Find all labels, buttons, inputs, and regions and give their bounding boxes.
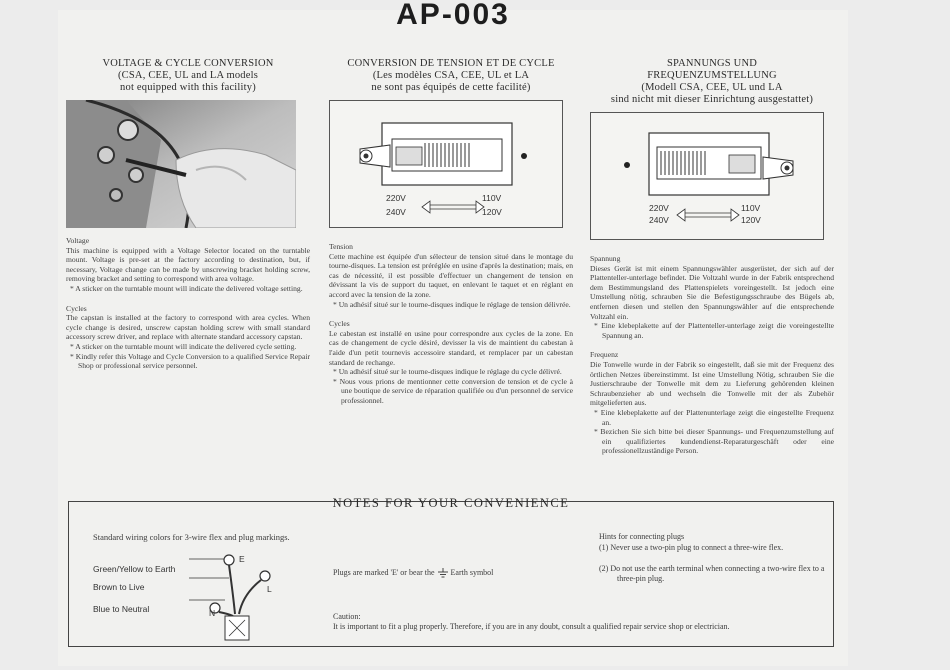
label-240v: 240V: [386, 207, 406, 217]
wiring-intro: Standard wiring colors for 3-wire flex and plug markings.: [93, 532, 290, 542]
frequenz-text: Die Tonwelle wurde in der Fabrik so eingestellt, daß sie mit der Frequenz des örtlichen Netzes übereinstimmt. Ist eine Umstellung Nötig, schrauben Sie die Justierschraube der Tonwelle mit dem zu Lieferung gehörenden kleinen Schraubenzieher ab und wechseln die Tonwelle mit der als Zubehör mitgelieferten aus.: [590, 359, 834, 408]
french-column: [329, 58, 573, 406]
plugs-marked-text: [333, 568, 493, 578]
label-220v: 220V: [386, 193, 406, 203]
spannung-title: Spannung: [590, 254, 621, 263]
heading-line: FREQUENZUMSTELLUNG: [647, 70, 777, 81]
plug-wiring-diagram: [189, 554, 299, 642]
voltage-title: Voltage: [66, 236, 90, 245]
cycles-text: The capstan is installed at the factory to correspond with area cycles. When cycle change is desired, unscrew capstan holding screw with small standard accessory screw driver, and replace with alternate standard accessory capstan.: [66, 313, 310, 342]
voltage-selector-diagram: [590, 112, 824, 240]
voltage-selector-diagram: [329, 100, 563, 228]
tension-note: * Un adhésif situé sur le tourne-disques indique le réglage de tension délivrée.: [333, 299, 571, 309]
notes-box: [68, 496, 834, 647]
green-yellow-label: Green/Yellow to Earth: [93, 564, 176, 574]
heading-line: (CSA, CEE, UL and LA models: [117, 70, 259, 81]
heading-line: CONVERSION DE TENSION ET DE CYCLE: [347, 58, 555, 69]
tension-title: Tension: [329, 242, 353, 251]
terminal-e-label: E: [239, 554, 245, 564]
label-220v: 220V: [649, 203, 669, 213]
hint-2: (2) Do not use the earth terminal when connecting a two-wire flex to a three-pin plug.: [599, 564, 825, 583]
brown-label: Brown to Live: [93, 582, 145, 592]
label-240v: 240V: [649, 215, 669, 225]
voltage-selector-photo: [66, 100, 296, 228]
cycles-note: * Un adhésif situé sur le tourne-disques indique le réglage du cycle délivré.: [333, 367, 562, 377]
spannung-note: * Eine klebeplakette auf der Plattenteller-unterlage zeigt die voreingestellte Spannung an.: [594, 321, 834, 340]
cycles-title: Cycles: [329, 319, 350, 329]
cycles-title: Cycles: [66, 303, 87, 313]
english-heading: [66, 58, 310, 94]
label-120v: 120V: [741, 215, 761, 225]
selector-drawing: [330, 101, 562, 227]
cycles-note: * A sticker on the turntable mount will indicate the delivered cycle setting.: [70, 341, 297, 351]
english-column: [66, 58, 310, 371]
cycles-text: Le cabestan est installé en usine pour correspondre aux cycles de la zone. En cas de changement de cycle désiré, devisser la vis de maintient du cabestan à l'aide d'un petit tournevis accessoire standard, et remplacer par un cabestan standard de rechange.: [329, 328, 573, 367]
french-heading: [329, 58, 573, 94]
plugs-marked-label: Plugs are marked 'E' or bear the: [333, 568, 435, 577]
manual-page: [58, 0, 848, 666]
photo-illustration: [66, 100, 296, 228]
caution-title: Caution:: [333, 612, 361, 621]
hint-1: (1) Never use a two-pin plug to connect a three-wire flex.: [599, 543, 784, 552]
hints-title: Hints for connecting plugs: [599, 532, 685, 541]
earth-symbol-label: Earth symbol: [450, 568, 494, 577]
spannung-text: Dieses Gerät ist mit einem Spannungswähler ausgerüstet, der sich auf der Plattenteller-unterlage befindet. Die Voltzahl wurde in der Fabrik entsprechend dem Bestimmungsland des Plattenspielets voreingestellt. Ist jedoch eine Umstellung nötig, schrauben Sie die Befestigungsschraube des Bügels ab, entfernen diesen und stellen den Spannungswähler auf die entsprechende Voltzahl ein.: [590, 263, 834, 321]
terminal-n-label: N: [209, 608, 216, 618]
german-body: [590, 254, 834, 456]
model-number: AP-003: [396, 0, 510, 31]
heading-line: not equipped with this facility): [120, 82, 256, 93]
caution-text: It is important to fit a plug properly. Therefore, if you are in any doubt, consult a qualified repair service shop or electrician.: [333, 622, 730, 631]
heading-line: ne sont pas équipés de cette facilité): [371, 82, 531, 93]
french-body: [329, 242, 573, 406]
heading-line: (Les modèles CSA, CEE, UL et LA: [372, 70, 530, 81]
voltage-note: * A sticker on the turntable mount will indicate the delivered voltage setting.: [70, 283, 303, 293]
cycles-note: * Kindly refer this Voltage and Cycle Conversion to a qualified Service Repair Shop or professional service personnel.: [70, 351, 310, 371]
heading-line: VOLTAGE & CYCLE CONVERSION: [102, 58, 274, 69]
label-120v: 120V: [482, 207, 502, 217]
label-110v: 110V: [482, 193, 502, 203]
blue-label: Blue to Neutral: [93, 604, 150, 614]
frequenz-title: Frequenz: [590, 350, 619, 360]
german-column: [590, 58, 834, 456]
german-heading: [590, 58, 834, 106]
heading-line: SPANNUNGS UND: [666, 58, 758, 69]
label-110v: 110V: [741, 203, 761, 213]
tension-text: Cette machine est équipée d'un sélecteur de tension situé dans le montage du tourne-disques. La tension est préréglée en usine d'après la destination; mais, en cas de nécessité, il est possible d'effectuer un changement de tension en dévissant la vis de support du taquet, en enlevant le taquet et en réglant en accord avec la tension de la zone.: [329, 251, 573, 299]
earth-symbol-icon: [437, 568, 449, 578]
terminal-l-label: L: [267, 584, 272, 594]
voltage-text: This machine is equipped with a Voltage Selector located on the turntable mount. Voltage is pre-set at the factory according to destination, but, if necessary, Voltage change can be made by unscrewing bracket holding screw, removing bracket and setting to correspond with area voltage.: [66, 245, 310, 284]
notes-title: NOTES FOR YOUR CONVENIENCE: [332, 496, 570, 510]
frequenz-note: * Bezichen Sie sich bitte bei dieser Spannungs- und Frequenzumstellung auf ein qualifiziertes kundendienst-Reparaturgeschäft oder eine professionellzuständige Person.: [594, 427, 834, 456]
heading-line: (Modell CSA, CEE, UL und LA: [641, 82, 783, 93]
english-body: [66, 236, 310, 371]
heading-line: sind nicht mit dieser Einrichtung ausgestattet): [610, 94, 814, 105]
selector-drawing: [591, 113, 823, 239]
cycles-note: * Nous vous prions de mentionner cette conversion de tension et de cycle à une boutique de service de réparation qualifiée ou d'un personnel de service professionnel.: [333, 376, 573, 405]
frequenz-note: * Eine klebeplakette auf der Plattenunterlage zeigt die eingestellte Frequenz an.: [594, 407, 834, 427]
